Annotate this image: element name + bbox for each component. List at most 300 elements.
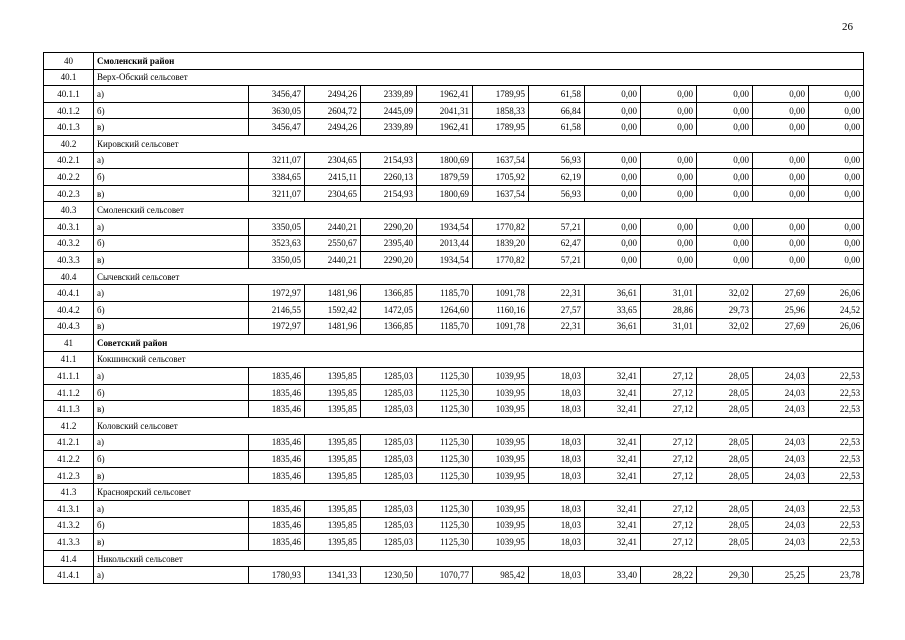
row-label: а) [94,434,249,451]
district-title: Смоленский район [94,53,864,70]
value-cell: 0,00 [697,218,753,235]
value-cell: 1285,03 [361,517,417,534]
row-code: 40.2.2 [44,169,94,186]
row-label: в) [94,185,249,202]
value-cell: 1395,85 [305,368,361,385]
section-header-row [44,69,864,86]
value-cell: 1835,46 [249,434,305,451]
row-code: 41.3.3 [44,534,94,551]
value-cell: 1835,46 [249,401,305,418]
value-cell: 1395,85 [305,384,361,401]
value-cell: 32,41 [585,534,641,551]
value-cell: 27,57 [529,301,585,318]
value-cell: 28,05 [697,517,753,534]
value-cell: 32,41 [585,451,641,468]
value-cell: 0,00 [641,119,697,136]
value-cell: 985,42 [473,567,529,584]
row-code: 41.3.2 [44,517,94,534]
value-cell: 0,00 [585,252,641,269]
table-row [44,119,864,136]
value-cell: 24,03 [753,517,809,534]
tariff-table [43,52,864,584]
value-cell: 27,12 [641,501,697,518]
district-title: Советский район [94,335,864,352]
value-cell: 1039,95 [473,517,529,534]
value-cell: 1125,30 [417,368,473,385]
section-title: Красноярский сельсовет [94,484,864,501]
value-cell: 22,53 [809,368,864,385]
value-cell: 23,78 [809,567,864,584]
row-label: б) [94,102,249,119]
row-code: 41.1.1 [44,368,94,385]
value-cell: 2550,67 [305,235,361,252]
value-cell: 18,03 [529,401,585,418]
value-cell: 1395,85 [305,534,361,551]
value-cell: 36,61 [585,285,641,302]
section-header-row [44,550,864,567]
value-cell: 0,00 [753,102,809,119]
row-code: 40.2 [44,135,94,152]
value-cell: 27,12 [641,534,697,551]
value-cell: 1039,95 [473,401,529,418]
value-cell: 27,69 [753,285,809,302]
row-label: а) [94,152,249,169]
value-cell: 0,00 [697,185,753,202]
row-code: 41.2.2 [44,451,94,468]
value-cell: 1800,69 [417,185,473,202]
value-cell: 0,00 [585,86,641,103]
value-cell: 32,41 [585,501,641,518]
table-row [44,501,864,518]
value-cell: 3350,05 [249,252,305,269]
value-cell: 1125,30 [417,467,473,484]
value-cell: 1770,82 [473,252,529,269]
value-cell: 2304,65 [305,185,361,202]
row-code: 40.4.3 [44,318,94,335]
value-cell: 1835,46 [249,501,305,518]
value-cell: 1185,70 [417,318,473,335]
value-cell: 0,00 [697,86,753,103]
value-cell: 28,05 [697,534,753,551]
value-cell: 32,41 [585,401,641,418]
value-cell: 62,47 [529,235,585,252]
section-header-row [44,418,864,435]
value-cell: 0,00 [809,102,864,119]
value-cell: 24,03 [753,434,809,451]
value-cell: 2304,65 [305,152,361,169]
value-cell: 3456,47 [249,86,305,103]
value-cell: 22,53 [809,501,864,518]
value-cell: 24,03 [753,501,809,518]
value-cell: 26,06 [809,285,864,302]
table-row [44,86,864,103]
row-code: 40.4.1 [44,285,94,302]
value-cell: 28,05 [697,401,753,418]
value-cell: 33,40 [585,567,641,584]
value-cell: 28,22 [641,567,697,584]
value-cell: 0,00 [697,152,753,169]
value-cell: 29,30 [697,567,753,584]
value-cell: 0,00 [809,119,864,136]
value-cell: 18,03 [529,434,585,451]
value-cell: 1770,82 [473,218,529,235]
section-title: Верх-Обский сельсовет [94,69,864,86]
row-code: 41 [44,335,94,352]
value-cell: 18,03 [529,368,585,385]
value-cell: 26,06 [809,318,864,335]
value-cell: 24,03 [753,451,809,468]
value-cell: 0,00 [697,252,753,269]
value-cell: 0,00 [753,252,809,269]
value-cell: 1481,96 [305,318,361,335]
value-cell: 0,00 [753,152,809,169]
value-cell: 22,31 [529,318,585,335]
value-cell: 2395,40 [361,235,417,252]
value-cell: 1858,33 [473,102,529,119]
row-code: 41.4.1 [44,567,94,584]
value-cell: 1395,85 [305,451,361,468]
value-cell: 0,00 [809,152,864,169]
value-cell: 24,03 [753,467,809,484]
value-cell: 18,03 [529,534,585,551]
value-cell: 22,53 [809,517,864,534]
value-cell: 0,00 [585,235,641,252]
value-cell: 3384,65 [249,169,305,186]
value-cell: 1472,05 [361,301,417,318]
value-cell: 27,12 [641,384,697,401]
value-cell: 1835,46 [249,384,305,401]
table-body [44,53,864,584]
table-row [44,185,864,202]
value-cell: 57,21 [529,252,585,269]
row-code: 40.3.3 [44,252,94,269]
row-code: 40.4.2 [44,301,94,318]
table-row [44,252,864,269]
value-cell: 1835,46 [249,517,305,534]
value-cell: 1835,46 [249,451,305,468]
value-cell: 66,84 [529,102,585,119]
row-code: 41.3.1 [44,501,94,518]
value-cell: 1934,54 [417,252,473,269]
value-cell: 1481,96 [305,285,361,302]
value-cell: 28,05 [697,467,753,484]
value-cell: 2013,44 [417,235,473,252]
value-cell: 27,12 [641,517,697,534]
value-cell: 0,00 [585,102,641,119]
value-cell: 29,73 [697,301,753,318]
value-cell: 31,01 [641,318,697,335]
row-label: б) [94,301,249,318]
value-cell: 1091,78 [473,285,529,302]
value-cell: 1934,54 [417,218,473,235]
value-cell: 1395,85 [305,517,361,534]
value-cell: 18,03 [529,501,585,518]
value-cell: 0,00 [809,86,864,103]
section-title: Сычевский сельсовет [94,268,864,285]
value-cell: 1835,46 [249,368,305,385]
value-cell: 22,53 [809,467,864,484]
value-cell: 27,12 [641,368,697,385]
value-cell: 0,00 [641,102,697,119]
value-cell: 2339,89 [361,86,417,103]
value-cell: 18,03 [529,567,585,584]
value-cell: 0,00 [753,119,809,136]
row-label: б) [94,235,249,252]
row-label: а) [94,501,249,518]
value-cell: 2604,72 [305,102,361,119]
row-label: а) [94,567,249,584]
value-cell: 1039,95 [473,384,529,401]
row-code: 41.2 [44,418,94,435]
row-code: 40.3.2 [44,235,94,252]
row-code: 40.3 [44,202,94,219]
row-code: 41.3 [44,484,94,501]
value-cell: 1125,30 [417,384,473,401]
value-cell: 57,21 [529,218,585,235]
value-cell: 32,41 [585,467,641,484]
value-cell: 2260,13 [361,169,417,186]
value-cell: 1879,59 [417,169,473,186]
value-cell: 0,00 [697,119,753,136]
value-cell: 2290,20 [361,218,417,235]
value-cell: 27,12 [641,467,697,484]
value-cell: 18,03 [529,451,585,468]
value-cell: 32,41 [585,384,641,401]
value-cell: 31,01 [641,285,697,302]
value-cell: 0,00 [641,235,697,252]
district-header-row [44,335,864,352]
value-cell: 62,19 [529,169,585,186]
value-cell: 1160,16 [473,301,529,318]
value-cell: 1395,85 [305,434,361,451]
value-cell: 0,00 [641,86,697,103]
value-cell: 2415,11 [305,169,361,186]
value-cell: 1395,85 [305,467,361,484]
table-row [44,451,864,468]
row-code: 40.2.1 [44,152,94,169]
value-cell: 0,00 [641,152,697,169]
row-label: а) [94,86,249,103]
section-header-row [44,202,864,219]
value-cell: 1039,95 [473,534,529,551]
value-cell: 3456,47 [249,119,305,136]
row-code: 40.1.2 [44,102,94,119]
value-cell: 1285,03 [361,451,417,468]
table-row [44,567,864,584]
value-cell: 1285,03 [361,434,417,451]
value-cell: 2154,93 [361,152,417,169]
value-cell: 28,86 [641,301,697,318]
value-cell: 2290,20 [361,252,417,269]
value-cell: 1592,42 [305,301,361,318]
value-cell: 24,03 [753,534,809,551]
table-row [44,467,864,484]
value-cell: 22,53 [809,401,864,418]
value-cell: 36,61 [585,318,641,335]
value-cell: 32,41 [585,434,641,451]
value-cell: 1839,20 [473,235,529,252]
value-cell: 1285,03 [361,467,417,484]
value-cell: 0,00 [697,169,753,186]
value-cell: 27,12 [641,401,697,418]
value-cell: 1039,95 [473,451,529,468]
section-header-row [44,268,864,285]
section-header-row [44,135,864,152]
value-cell: 28,05 [697,451,753,468]
value-cell: 1789,95 [473,119,529,136]
row-label: в) [94,467,249,484]
value-cell: 1789,95 [473,86,529,103]
value-cell: 1285,03 [361,534,417,551]
row-code: 40 [44,53,94,70]
value-cell: 56,93 [529,185,585,202]
value-cell: 18,03 [529,517,585,534]
value-cell: 0,00 [753,235,809,252]
table-row [44,301,864,318]
row-label: в) [94,534,249,551]
value-cell: 1039,95 [473,368,529,385]
value-cell: 1366,85 [361,285,417,302]
value-cell: 32,02 [697,285,753,302]
value-cell: 1125,30 [417,534,473,551]
row-label: б) [94,517,249,534]
value-cell: 1835,46 [249,534,305,551]
value-cell: 0,00 [809,169,864,186]
value-cell: 0,00 [809,235,864,252]
value-cell: 0,00 [585,152,641,169]
value-cell: 1125,30 [417,451,473,468]
value-cell: 1366,85 [361,318,417,335]
row-label: в) [94,119,249,136]
table-row [44,169,864,186]
value-cell: 1285,03 [361,368,417,385]
value-cell: 1039,95 [473,467,529,484]
table-row [44,434,864,451]
row-label: б) [94,384,249,401]
value-cell: 2494,26 [305,86,361,103]
value-cell: 18,03 [529,384,585,401]
value-cell: 1125,30 [417,517,473,534]
value-cell: 1125,30 [417,434,473,451]
section-title: Кокшинский сельсовет [94,351,864,368]
value-cell: 2339,89 [361,119,417,136]
value-cell: 0,00 [809,252,864,269]
value-cell: 2440,21 [305,252,361,269]
value-cell: 1800,69 [417,152,473,169]
value-cell: 2494,26 [305,119,361,136]
value-cell: 3523,63 [249,235,305,252]
section-header-row [44,484,864,501]
table-row [44,102,864,119]
value-cell: 0,00 [585,169,641,186]
value-cell: 2146,55 [249,301,305,318]
value-cell: 1125,30 [417,401,473,418]
value-cell: 61,58 [529,86,585,103]
value-cell: 1637,54 [473,185,529,202]
table-row [44,384,864,401]
value-cell: 28,05 [697,368,753,385]
value-cell: 1395,85 [305,501,361,518]
row-label: в) [94,318,249,335]
value-cell: 1637,54 [473,152,529,169]
section-title: Коловский сельсовет [94,418,864,435]
value-cell: 25,25 [753,567,809,584]
value-cell: 1962,41 [417,86,473,103]
row-code: 40.3.1 [44,218,94,235]
row-code: 40.2.3 [44,185,94,202]
value-cell: 56,93 [529,152,585,169]
value-cell: 1395,85 [305,401,361,418]
row-code: 41.1.3 [44,401,94,418]
row-code: 40.1.3 [44,119,94,136]
value-cell: 3211,07 [249,185,305,202]
table-row [44,401,864,418]
value-cell: 28,05 [697,501,753,518]
row-label: б) [94,451,249,468]
value-cell: 22,53 [809,451,864,468]
value-cell: 0,00 [753,185,809,202]
value-cell: 1091,78 [473,318,529,335]
table-row [44,152,864,169]
value-cell: 2445,09 [361,102,417,119]
row-code: 40.1.1 [44,86,94,103]
value-cell: 1972,97 [249,285,305,302]
value-cell: 3350,05 [249,218,305,235]
section-title: Никольский сельсовет [94,550,864,567]
value-cell: 1264,60 [417,301,473,318]
value-cell: 22,31 [529,285,585,302]
value-cell: 28,05 [697,434,753,451]
value-cell: 1125,30 [417,501,473,518]
value-cell: 0,00 [753,169,809,186]
section-header-row [44,351,864,368]
value-cell: 1962,41 [417,119,473,136]
row-code: 40.1 [44,69,94,86]
value-cell: 18,03 [529,467,585,484]
value-cell: 24,03 [753,368,809,385]
row-label: б) [94,169,249,186]
row-label: в) [94,252,249,269]
value-cell: 1285,03 [361,384,417,401]
value-cell: 0,00 [585,218,641,235]
value-cell: 0,00 [585,119,641,136]
value-cell: 27,69 [753,318,809,335]
value-cell: 0,00 [641,252,697,269]
section-title: Смоленский сельсовет [94,202,864,219]
row-label: а) [94,218,249,235]
value-cell: 2440,21 [305,218,361,235]
value-cell: 0,00 [641,218,697,235]
value-cell: 1835,46 [249,467,305,484]
value-cell: 1230,50 [361,567,417,584]
value-cell: 0,00 [753,86,809,103]
value-cell: 61,58 [529,119,585,136]
section-title: Кировский сельсовет [94,135,864,152]
value-cell: 1070,77 [417,567,473,584]
value-cell: 24,52 [809,301,864,318]
value-cell: 1185,70 [417,285,473,302]
value-cell: 32,02 [697,318,753,335]
value-cell: 1705,92 [473,169,529,186]
table-row [44,517,864,534]
value-cell: 0,00 [809,218,864,235]
page-number: 26 [842,21,853,33]
value-cell: 32,41 [585,517,641,534]
value-cell: 3211,07 [249,152,305,169]
row-label: в) [94,401,249,418]
value-cell: 1285,03 [361,401,417,418]
value-cell: 0,00 [697,235,753,252]
